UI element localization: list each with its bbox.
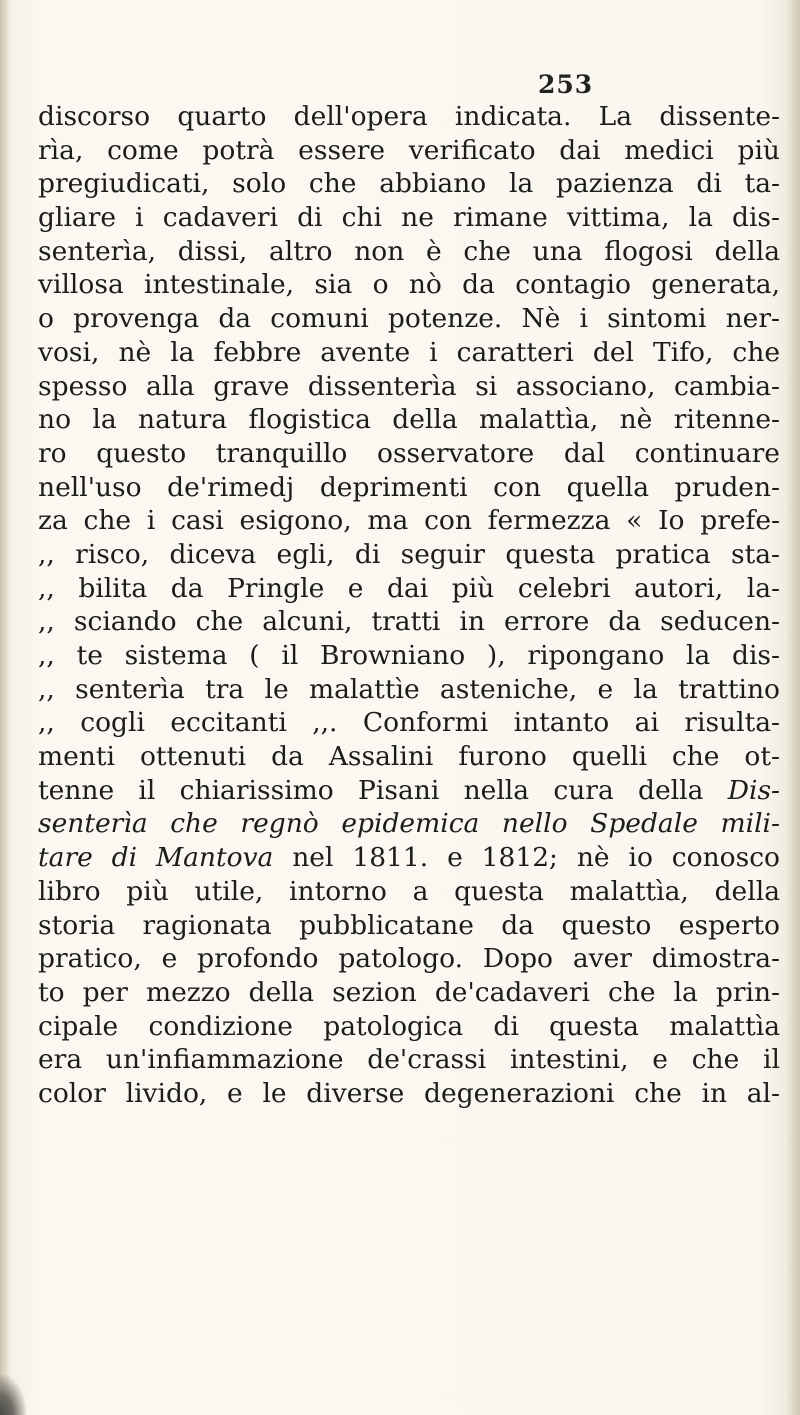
italic-title-run: tare di Mantova bbox=[38, 842, 274, 874]
text-line: za che i casi esigono, ma con fermezza « Io prefe- bbox=[38, 505, 780, 537]
text-line bbox=[38, 774, 780, 808]
text-line: discorso quarto dell'opera indicata. La dissente- bbox=[38, 101, 780, 132]
page-number: 253 bbox=[538, 70, 594, 99]
page-outer-edge bbox=[786, 0, 800, 1415]
text-line: vosi, nè la febbre avente i caratteri del Tifo, che bbox=[38, 336, 780, 368]
text-line: menti ottenuti da Assalini furono quelli che ot- bbox=[38, 741, 780, 773]
quoted-line: ,, sciando che alcuni, tratti in errore da seducen- bbox=[38, 606, 780, 638]
italic-title-line: senterìa che regnò epidemica nello Spedale mili- bbox=[38, 808, 780, 840]
text-line: rìa, come potrà essere verificato dai medici più bbox=[38, 134, 780, 166]
text-line: color livido, e le diverse degenerazioni che in al- bbox=[38, 1077, 780, 1109]
text-line: libro più utile, intorno a questa malattìa, della bbox=[38, 875, 780, 907]
text-line bbox=[38, 841, 780, 875]
quoted-line: ,, senterìa tra le malattìe asteniche, e la trattino bbox=[38, 673, 780, 705]
text-run: nel 1811. e 1812; nè io conosco bbox=[273, 842, 780, 874]
text-line: senterìa, dissi, altro non è che una flogosi della bbox=[38, 235, 780, 267]
text-line: gliare i cadaveri di chi ne rimane vittima, la dis- bbox=[38, 202, 780, 234]
italic-title-run: Dis- bbox=[727, 774, 780, 806]
text-line: storia ragionata pubblicatane da questo esperto bbox=[38, 909, 780, 941]
text-line: pregiudicati, solo che abbiano la pazienza di ta- bbox=[38, 168, 780, 200]
quoted-line: ,, te sistema ( il Browniano ), ripongano la dis- bbox=[38, 640, 780, 671]
page-binding-edge bbox=[0, 0, 10, 1415]
text-line: pratico, e profondo patologo. Dopo aver dimostra- bbox=[38, 943, 780, 975]
text-line: villosa intestinale, sia o nò da contagio generata, bbox=[38, 269, 780, 301]
text-line: ro questo tranquillo osservatore dal continuare bbox=[38, 437, 780, 469]
quoted-line: ,, risco, diceva egli, di seguir questa pratica sta- bbox=[38, 538, 780, 570]
quoted-line: ,, bilita da Pringle e dai più celebri autori, la- bbox=[38, 572, 780, 604]
text-line: o provenga da comuni potenze. Nè i sintomi ner- bbox=[38, 303, 780, 335]
body-text bbox=[38, 100, 780, 1111]
text-line: to per mezzo della sezion de'cadaveri che la prin- bbox=[38, 976, 780, 1008]
text-line: nell'uso de'rimedj deprimenti con quella pruden- bbox=[38, 471, 780, 503]
corner-stain bbox=[0, 1375, 26, 1415]
text-run: tenne il chiarissimo Pisani nella cura della bbox=[38, 774, 728, 806]
quoted-line: ,, cogli eccitanti ,,. Conformi intanto ai risulta- bbox=[38, 707, 780, 739]
text-line: no la natura flogistica della malattìa, nè ritenne- bbox=[38, 404, 780, 436]
text-line: era un'infiammazione de'crassi intestini, e che il bbox=[38, 1044, 780, 1076]
text-line: spesso alla grave dissenterìa si associano, cambia- bbox=[38, 370, 780, 402]
text-line: cipale condizione patologica di questa malattìa bbox=[38, 1010, 780, 1042]
